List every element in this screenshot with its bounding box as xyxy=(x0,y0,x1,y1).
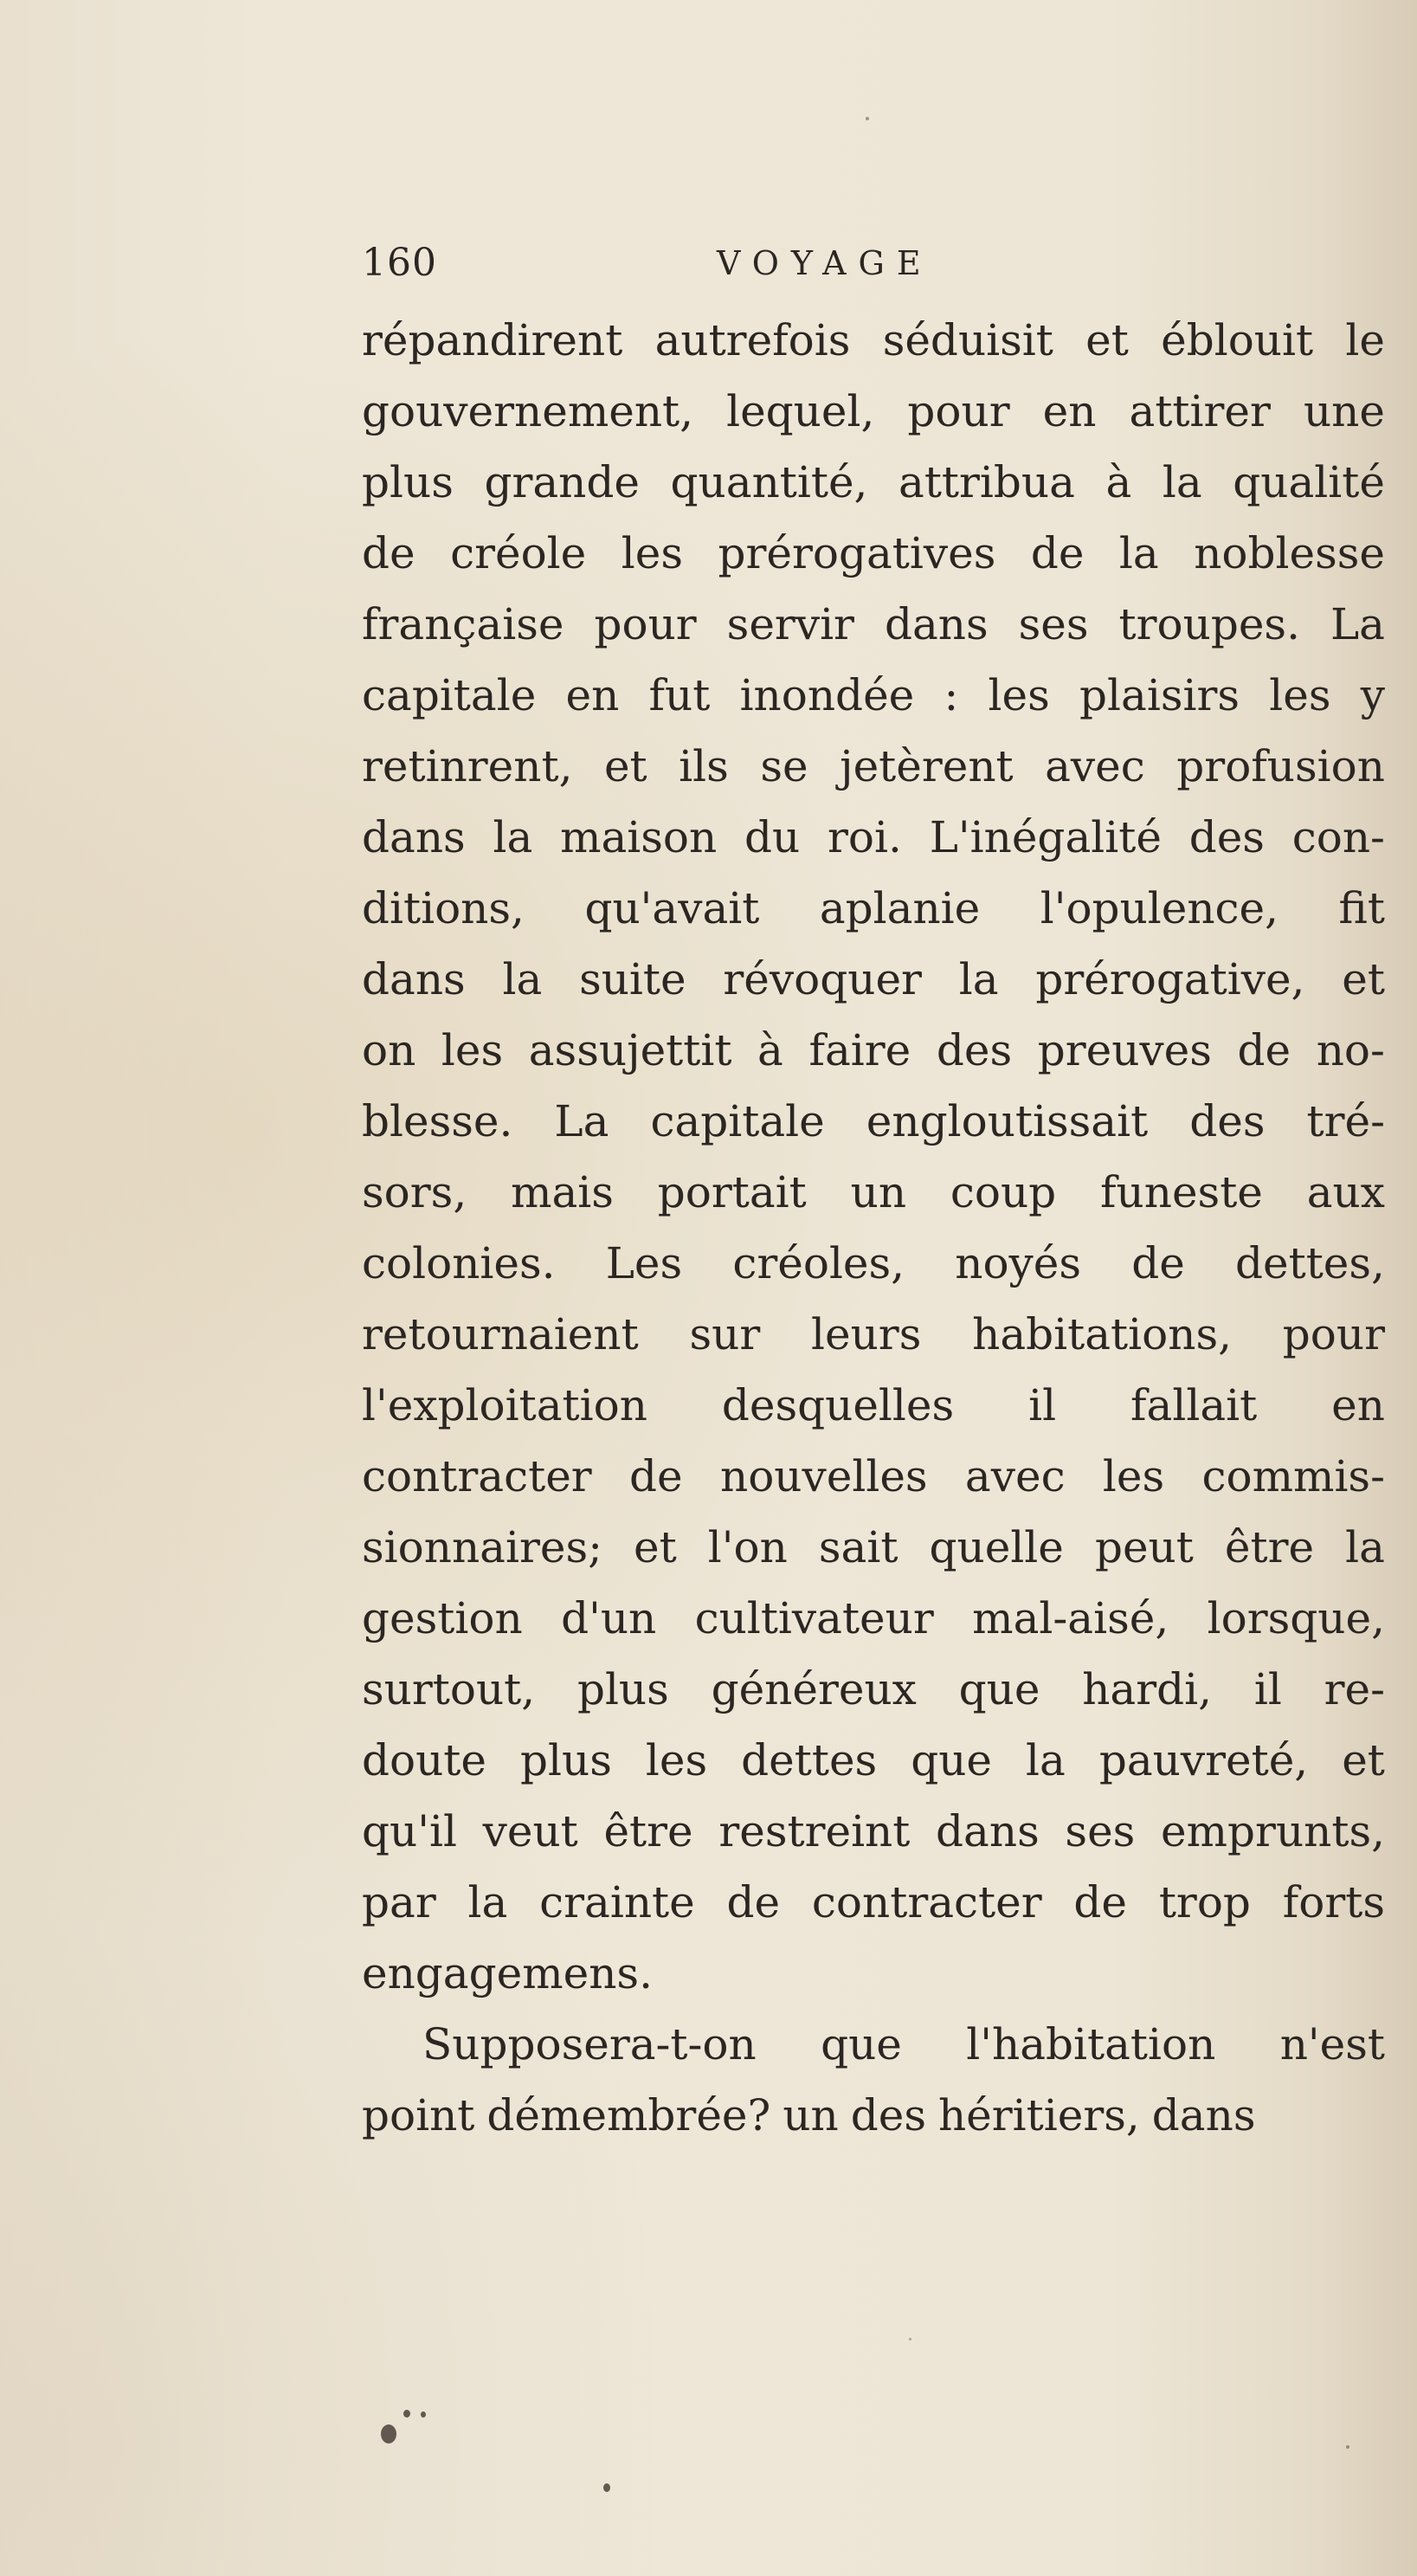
ink-speck xyxy=(381,2424,396,2444)
ink-speck xyxy=(1346,2445,1349,2449)
text-line: française pour servir dans ses troupes. La xyxy=(362,599,1385,649)
text-line: ditions, qu'avait aplanie l'opulence, fit xyxy=(362,883,1385,933)
text-line: retinrent, et ils se jetèrent avec profusion xyxy=(362,741,1385,791)
text-line: gouvernement, lequel, pour en attirer une xyxy=(362,386,1385,436)
ink-speck xyxy=(866,117,869,120)
text-line: répandirent autrefois séduisit et éblouit le xyxy=(362,315,1385,365)
ink-speck xyxy=(403,2410,410,2418)
ink-speck xyxy=(603,2483,610,2492)
text-line: surtout, plus généreux que hardi, il re- xyxy=(362,1664,1385,1714)
text-line: point démembrée? un des héritiers, dans xyxy=(362,2090,1256,2140)
text-line: qu'il veut être restreint dans ses emprunts, xyxy=(362,1806,1385,1856)
text-line: on les assujettit à faire des preuves de no- xyxy=(362,1025,1385,1075)
text-line: sionnaires; et l'on sait quelle peut être la xyxy=(362,1522,1385,1572)
text-line: par la crainte de contracter de trop forts xyxy=(362,1877,1385,1927)
text-line: dans la suite révoquer la prérogative, et xyxy=(362,954,1385,1004)
text-line: contracter de nouvelles avec les commis- xyxy=(362,1451,1385,1501)
text-line: dans la maison du roi. L'inégalité des con- xyxy=(362,812,1385,862)
text-line: blesse. La capitale engloutissait des tré- xyxy=(362,1096,1385,1146)
page-number: 160 xyxy=(362,241,437,285)
running-title: VOYAGE xyxy=(717,244,933,282)
text-line: doute plus les dettes que la pauvreté, et xyxy=(362,1735,1385,1785)
body-text xyxy=(362,305,1385,2151)
text-line: retournaient sur leurs habitations, pour xyxy=(362,1309,1385,1359)
text-line: sors, mais portait un coup funeste aux xyxy=(362,1167,1385,1217)
text-line: capitale en fut inondée : les plaisirs les y xyxy=(362,670,1385,720)
text-line: engagemens. xyxy=(362,1948,653,1998)
text-line: de créole les prérogatives de la noblesse xyxy=(362,528,1385,578)
text-line: colonies. Les créoles, noyés de dettes, xyxy=(362,1238,1385,1288)
text-line: Supposera-t-on que l'habitation n'est xyxy=(422,2019,1385,2069)
running-head xyxy=(362,236,1020,291)
text-line: gestion d'un cultivateur mal-aisé, lorsque, xyxy=(362,1593,1385,1643)
text-line: plus grande quantité, attribua à la qualité xyxy=(362,457,1385,507)
ink-speck xyxy=(421,2411,426,2418)
ink-speck xyxy=(909,2338,911,2340)
text-line: l'exploitation desquelles il fallait en xyxy=(362,1380,1385,1430)
